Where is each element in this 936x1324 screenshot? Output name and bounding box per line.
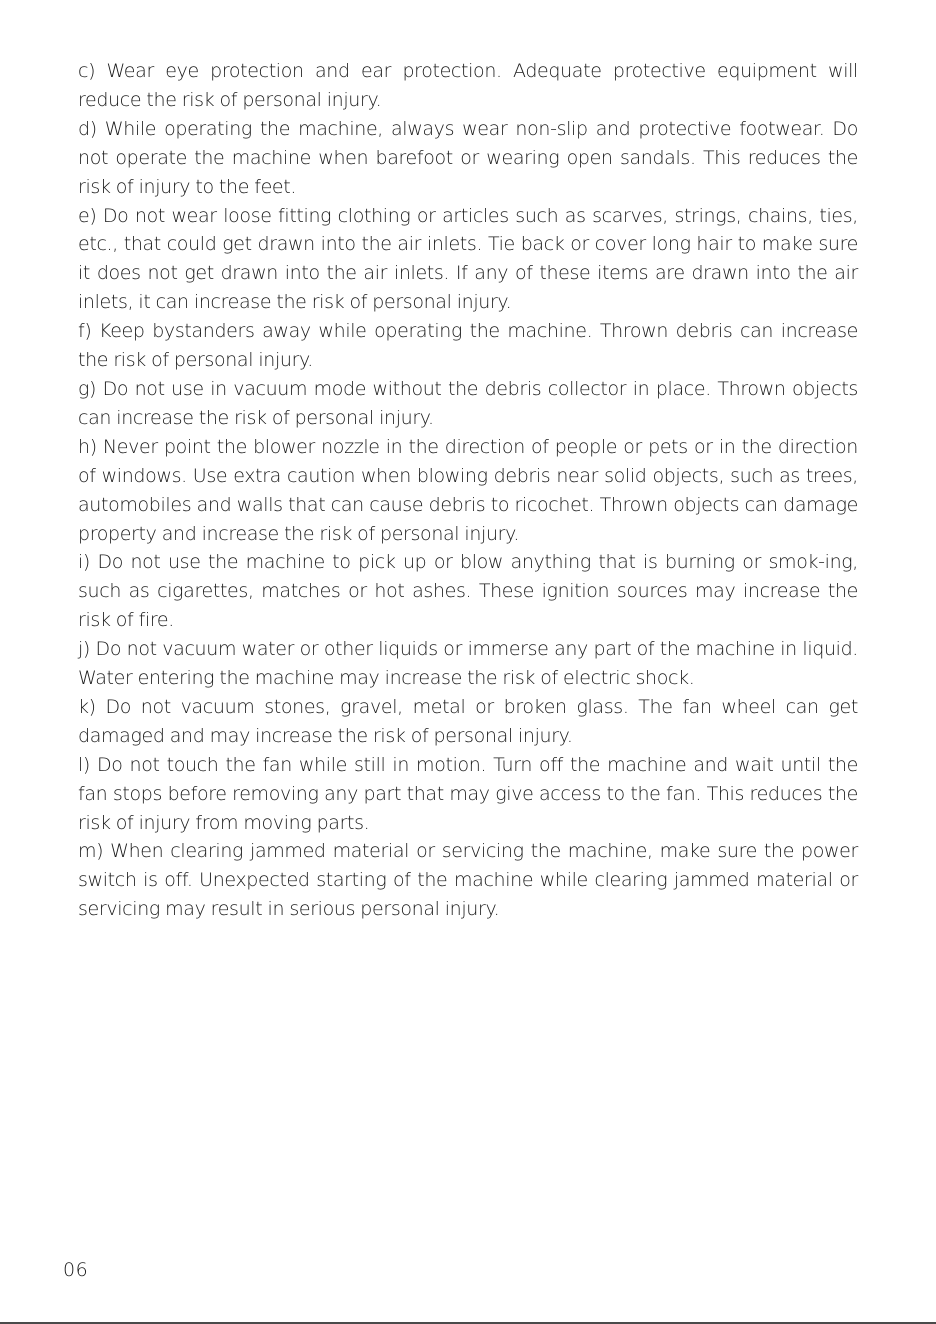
instruction-k: k) Do not vacuum stones, gravel, metal or broken glass. The fan wheel can get damaged and may increase the risk of personal injury. — [78, 695, 858, 747]
instruction-g: g) Do not use in vacuum mode without the debris collector in place. Thrown objects can increase the risk of personal injury. — [78, 377, 858, 429]
instruction-i: i) Do not use the machine to pick up or blow anything that is burning or smok-ing, such as cigarettes, matches or hot ashes. These ignition sources may increase the risk of fire. — [78, 551, 858, 632]
instruction-m: m) When clearing jammed material or servicing the machine, make sure the power switch is off. Unexpected starting of the machine while clearing jammed material or servicing may result in serious personal injury. — [78, 840, 858, 921]
instruction-j: j) Do not vacuum water or other liquids or immerse any part of the machine in liquid. Water entering the machine may increase the risk of electric shock. — [78, 638, 858, 690]
instructions-body — [78, 57, 858, 924]
instruction-c: c) Wear eye protection and ear protection. Adequate protective equipment will reduce the risk of personal injury. — [78, 60, 858, 111]
instruction-f: f) Keep bystanders away while operating the machine. Thrown debris can increase the risk of personal injury. — [78, 320, 858, 372]
page-number: 06 — [63, 1259, 89, 1281]
instruction-l: l) Do not touch the fan while still in motion. Turn off the machine and wait until the fan stops before removing any part that may give access to the fan. This reduces the risk of injury from moving parts. — [78, 753, 858, 834]
instruction-e: e) Do not wear loose fitting clothing or articles such as scarves, strings, chains, ties, etc., that could get drawn into the air inlets. Tie back or cover long hair to make sure it does not get drawn into the air inlets. If any of these items are drawn into the air inlets, it can increase the risk of personal injury. — [78, 204, 858, 314]
instruction-h: h) Never point the blower nozzle in the direction of people or pets or in the direction of windows. Use extra caution when blowing debris near solid objects, such as trees, automobiles and walls that can cause debris to ricochet. Thrown objects can damage property and increase the risk of personal injury. — [78, 435, 858, 545]
instruction-d: d) While operating the machine, always wear non-slip and protective footwear. Do not operate the machine when barefoot or wearing open sandals. This reduces the risk of injury to the feet. — [78, 117, 858, 198]
